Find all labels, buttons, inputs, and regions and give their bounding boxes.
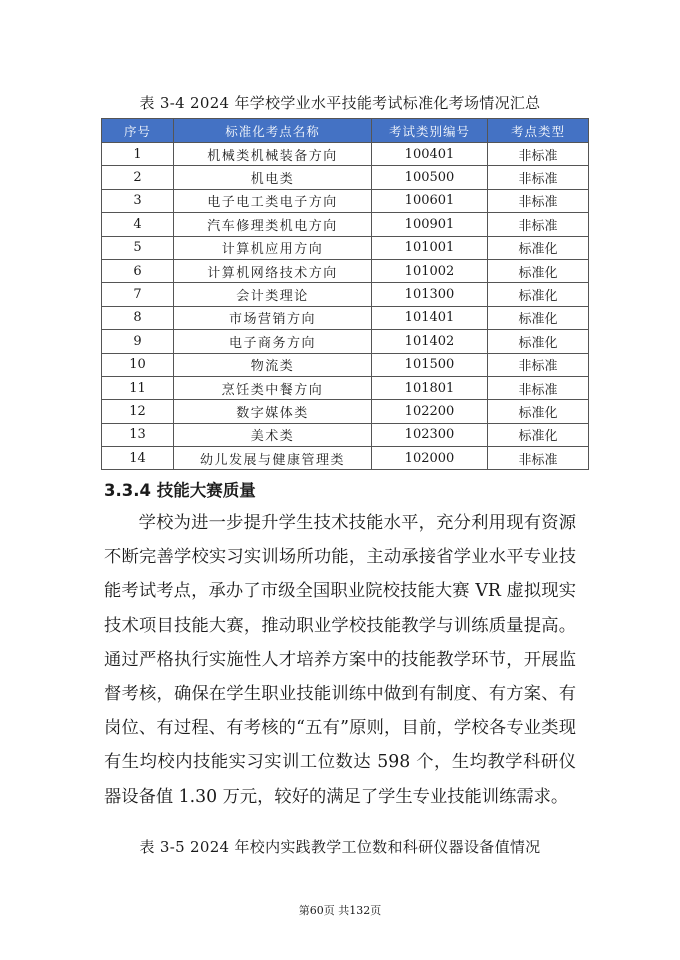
- table-row: [102, 306, 589, 329]
- cell-site-type: 标准化: [488, 423, 589, 446]
- cell-site-name: 物流类: [174, 353, 372, 376]
- cell-index: 7: [102, 283, 174, 306]
- table-row: [102, 143, 589, 166]
- cell-index: 2: [102, 166, 174, 189]
- cell-site-name: 烹饪类中餐方向: [174, 376, 372, 399]
- cell-site-type: 标准化: [488, 236, 589, 259]
- cell-category-code: 101001: [372, 236, 488, 259]
- cell-site-name: 机械类机械装备方向: [174, 143, 372, 166]
- cell-index: 4: [102, 213, 174, 236]
- cell-category-code: 102000: [372, 447, 488, 470]
- table-row: [102, 236, 589, 259]
- cell-site-type: 非标准: [488, 447, 589, 470]
- table-header-row: [102, 119, 589, 143]
- exam-sites-table: [101, 118, 589, 470]
- header-site-name: 标准化考点名称: [174, 119, 372, 143]
- cell-site-type: 标准化: [488, 330, 589, 353]
- cell-site-type: 标准化: [488, 259, 589, 282]
- table-row: [102, 189, 589, 212]
- cell-index: 10: [102, 353, 174, 376]
- table-3-5-caption: 表 3-5 2024 年校内实践教学工位数和科研仪器设备值情况: [139, 838, 541, 856]
- cell-category-code: 101401: [372, 306, 488, 329]
- cell-category-code: 100901: [372, 213, 488, 236]
- cell-category-code: 101300: [372, 283, 488, 306]
- cell-category-code: 100401: [372, 143, 488, 166]
- cell-site-type: 非标准: [488, 189, 589, 212]
- cell-site-name: 计算机应用方向: [174, 236, 372, 259]
- cell-site-name: 美术类: [174, 423, 372, 446]
- table-row: [102, 400, 589, 423]
- table-row: [102, 213, 589, 236]
- cell-site-name: 电子电工类电子方向: [174, 189, 372, 212]
- page-footer: 第60页 共132页: [298, 904, 382, 917]
- header-site-type: 考点类型: [488, 119, 589, 143]
- cell-site-name: 电子商务方向: [174, 330, 372, 353]
- cell-index: 1: [102, 143, 174, 166]
- header-category-code: 考试类别编号: [372, 119, 488, 143]
- cell-category-code: 101002: [372, 259, 488, 282]
- cell-site-name: 会计类理论: [174, 283, 372, 306]
- cell-category-code: 101402: [372, 330, 488, 353]
- cell-site-type: 非标准: [488, 166, 589, 189]
- cell-site-name: 机电类: [174, 166, 372, 189]
- cell-site-type: 非标准: [488, 376, 589, 399]
- cell-site-type: 标准化: [488, 400, 589, 423]
- cell-index: 11: [102, 376, 174, 399]
- cell-site-type: 标准化: [488, 306, 589, 329]
- cell-category-code: 102200: [372, 400, 488, 423]
- cell-site-type: 非标准: [488, 353, 589, 376]
- cell-site-name: 计算机网络技术方向: [174, 259, 372, 282]
- body-paragraph: 学校为进一步提升学生技术技能水平，充分利用现有资源不断完善学校实习实训场所功能，主动承接省学业水平专业技能考试考点，承办了市级全国职业院校技能大赛 VR 虚拟现实技术项目技能大赛，推动职业学校技能教学与训练质量提高。通过严格执行实施性人才培养方案中的技能教学环节，开展监督考核，确保在学生职业技能训练中做到有制度、有方案、有岗位、有过程、有考核的“五有”原则，目前，学校各专业类现有生均校内技能实习实训工位数达 598 个，生均教学科研仪器设备值 1.30 万元，较好的满足了学生专业技能训练需求。: [104, 513, 576, 807]
- table-row: [102, 447, 589, 470]
- cell-category-code: 100500: [372, 166, 488, 189]
- cell-site-name: 幼儿发展与健康管理类: [174, 447, 372, 470]
- cell-site-name: 市场营销方向: [174, 306, 372, 329]
- header-index: 序号: [102, 119, 174, 143]
- table-row: [102, 353, 589, 376]
- cell-index: 3: [102, 189, 174, 212]
- cell-site-type: 非标准: [488, 143, 589, 166]
- table-row: [102, 376, 589, 399]
- cell-site-type: 标准化: [488, 283, 589, 306]
- cell-category-code: 101500: [372, 353, 488, 376]
- cell-category-code: 102300: [372, 423, 488, 446]
- cell-index: 5: [102, 236, 174, 259]
- table-row: [102, 166, 589, 189]
- table-row: [102, 259, 589, 282]
- section-title: 3.3.4 技能大赛质量: [104, 481, 256, 500]
- cell-index: 9: [102, 330, 174, 353]
- table-row: [102, 283, 589, 306]
- cell-category-code: 100601: [372, 189, 488, 212]
- table-row: [102, 330, 589, 353]
- cell-site-type: 非标准: [488, 213, 589, 236]
- cell-site-name: 汽车修理类机电方向: [174, 213, 372, 236]
- table-row: [102, 423, 589, 446]
- cell-index: 12: [102, 400, 174, 423]
- cell-index: 8: [102, 306, 174, 329]
- cell-category-code: 101801: [372, 376, 488, 399]
- table-3-4-caption: 表 3-4 2024 年学校学业水平技能考试标准化考场情况汇总: [139, 94, 541, 112]
- cell-index: 14: [102, 447, 174, 470]
- cell-index: 13: [102, 423, 174, 446]
- cell-site-name: 数字媒体类: [174, 400, 372, 423]
- cell-index: 6: [102, 259, 174, 282]
